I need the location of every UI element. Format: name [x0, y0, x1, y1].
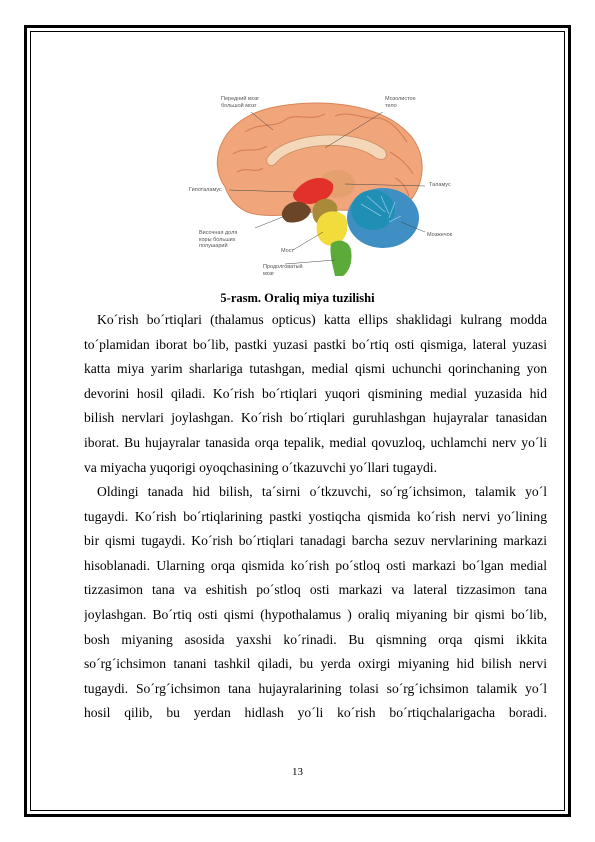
label-pons: Мост	[281, 248, 294, 254]
text-line: tugaydi. Ko´rish bo´rtiqlarining pastki yostiqcha qismida ko´rish nervi yo´lining	[84, 508, 547, 524]
text-line: Oldingi tanada hid bilish, ta´sirni o´tkzuvchi, so´rg´ichsimon, talamik yo´l	[97, 484, 547, 499]
text-line: bir qismi tugaydi. Ko´rish bo´rtiqlari tanadagi barcha sezuv nervlarining markazi	[84, 533, 547, 549]
text-line: so´rg´ichsimon tanani tashkil qiladi, bu yerda oxirgi miyaning hid bilish nervi	[84, 656, 547, 672]
label-medulla: Продолговатый мозг	[263, 264, 303, 277]
label-temporal-lobe: Височная доля коры больших полушарий	[199, 230, 238, 249]
paragraph-2	[84, 480, 547, 726]
text-line: hisoblanadi. Ularning orqa qismida ko´rish po´stloq osti markazi bo´lgan medial	[84, 557, 547, 573]
text-line: tizzasimon tana va eshitish po´stloq osti markazi va lateral tizzasimon tana	[84, 582, 547, 598]
text-line: devorini hosil qiladi. Ko´rish bo´rtiqlari yuqori qismining medial yuzasida hid	[84, 385, 547, 401]
text-line: va miyacha yuqorigi oyoqchasining o´tkazuvchi yo´llari tugaydi.	[84, 459, 437, 475]
brain-figure	[185, 92, 465, 277]
text-line: to´plamidan iborat bo´lib, pastki yuzasi pastki bo´rtiq osti qismiga, lateral yuzasi	[84, 336, 547, 352]
label-cerebellum: Мозжечок	[427, 232, 453, 238]
label-thalamus: Таламус	[429, 182, 451, 188]
text-line: bosh miyaning asosida yaxshi ko´rinadi. Bu qismning orqa qismi ikkita	[84, 631, 547, 647]
text-line: tugaydi. So´rg´ichsimon tana hujayralarining tolasi so´rg´ichsimon talamik yo´l	[84, 680, 547, 696]
text-line: hosil qilib, bu yerdan hidlash yo´li ko´rish bo´rtiqchalarigacha boradi.	[84, 705, 547, 721]
label-corpus-callosum: Мозолистое тело	[385, 96, 416, 109]
paragraph-1	[84, 308, 547, 480]
page-number: 13	[292, 766, 303, 778]
label-forebrain: Передний мозг большой мозг	[221, 96, 260, 109]
label-hypothalamus: Гипоталамус	[189, 187, 222, 193]
text-line: bilish nervlari joylashgan. Ko´rish bo´rtiqlari guruhlashgan hujayralar tanasidan	[84, 410, 547, 426]
text-line: iborat. Bu hujayralar tanasida orqa tepalik, medial qovuzloq, uchlamchi nerv yo´li	[84, 434, 547, 450]
text-line: katta miya yarim sharlariga tutashgan, medial qismi uchunchi qorinchaning yon	[84, 361, 547, 377]
text-line: Ko´rish bo´rtiqlari (thalamus opticus) katta ellips shaklidagi kulrang modda	[97, 312, 547, 327]
text-line: joylashgan. Bo´rtiq osti qismi (hypothalamus ) oraliq miyaning bir qismi bo´lib,	[84, 606, 547, 622]
figure-caption: 5-rasm. Oraliq miya tuzilishi	[220, 291, 375, 305]
